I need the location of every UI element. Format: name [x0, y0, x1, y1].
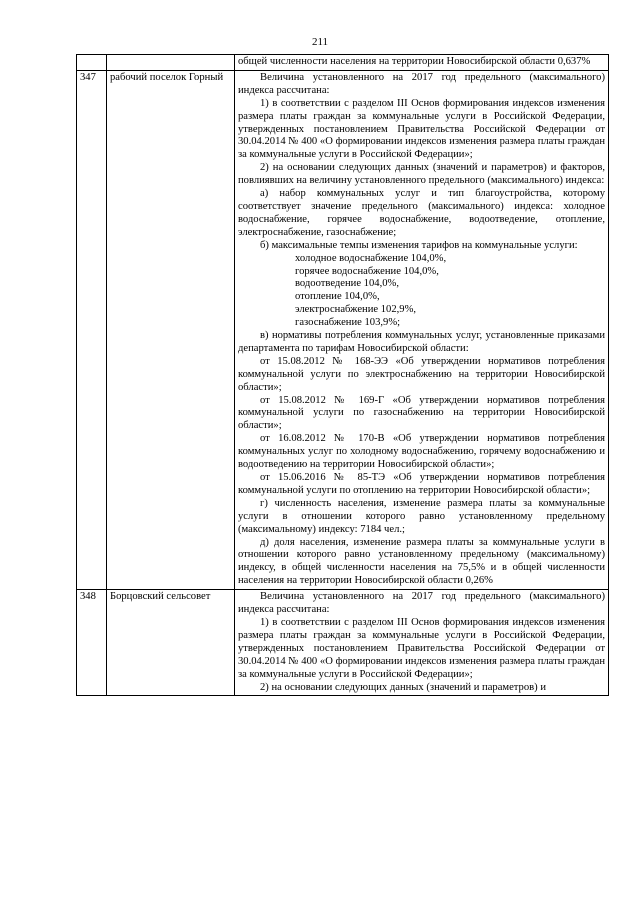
index-table — [76, 54, 609, 696]
page-number: 211 — [311, 36, 329, 48]
paragraph: от 15.06.2016 № 85-ТЭ «Об утверждении нормативов потребления коммунальной услуги по отоплению на территории Новосибирской области»; — [238, 472, 605, 496]
tariff-rate: холодное водоснабжение 104,0%, — [295, 252, 447, 264]
cell-text — [235, 55, 609, 71]
tariff-rate: горячее водоснабжение 104,0%, — [295, 265, 439, 277]
cell-text — [235, 590, 609, 696]
cell-name: рабочий поселок Горный — [107, 70, 235, 589]
paragraph: а) набор коммунальных услуг и тип благоустройства, которому соответствует значение предельного (максимального) индекса: холодное водоснабжение, горячее водоснабжение, водоотведение, отопление, электроснабжение, газоснабжение; — [238, 188, 605, 238]
tariff-rate: водоотведение 104,0%, — [295, 278, 399, 290]
paragraph: 2) на основании следующих данных (значений и параметров) и факторов, повлиявших на величину установленного предельного (максимального) индекса: — [238, 162, 605, 187]
paragraph: 1) в соответствии с разделом III Основ формирования индексов изменения размера платы граждан за коммунальные услуги в Российской Федерации, утвержденных постановлением Правительства Российской Федерации от 30.04.2014 № 400 «О формировании индексов изменения размера платы граждан за коммунальные услуги в Российской Федерации»; — [238, 97, 605, 161]
cell-num — [77, 55, 107, 71]
table-row-348 — [77, 590, 609, 696]
cell-name — [107, 55, 235, 71]
paragraph: в) нормативы потребления коммунальных услуг, установленные приказами департамента по тарифам Новосибирской области: — [238, 330, 605, 354]
paragraph: 2) на основании следующих данных (значений и параметров) и — [260, 681, 547, 693]
tariff-rate: газоснабжение 103,9%; — [295, 317, 401, 329]
paragraph: от 16.08.2012 № 170-В «Об утверждении нормативов потребления коммунальных услуг по холодному водоснабжению, горячему водоснабжению и водоотведению на территории Новосибирской области»; — [238, 433, 605, 471]
paragraph: от 15.08.2012 № 169-Г «Об утверждении нормативов потребления коммунальной услуги по газоснабжению на территории Новосибирской области»; — [238, 394, 605, 432]
paragraph: 1) в соответствии с разделом III Основ формирования индексов изменения размера платы граждан за коммунальные услуги в Российской Федерации, утвержденных постановлением Правительства Российской Федерации от 30.04.2014 № 400 «О формировании индексов изменения размера платы граждан за коммунальные услуги в Российской Федерации»; — [238, 616, 605, 680]
paragraph: г) численность населения, изменение размера платы за коммунальные услуги в отношении которого равно установленному предельному (максимальному) индексу: 7184 чел.; — [238, 497, 605, 535]
paragraph: от 15.08.2012 № 168-ЭЭ «Об утверждении нормативов потребления коммунальной услуги по электроснабжению на территории Новосибирской области»; — [238, 355, 605, 393]
cell-text — [235, 70, 609, 589]
table-row-347 — [77, 70, 609, 589]
tariff-rate: отопление 104,0%, — [295, 291, 380, 303]
paragraph: д) доля населения, изменение размера платы за коммунальные услуги в отношении которого равно установленному предельному (максимальному) индексу, в общей численности населения на 75,5% и в общей численности населения на территории Новосибирской области 0,26% — [238, 536, 605, 587]
paragraph: Величина установленного на 2017 год предельного (максимального) индекса рассчитана: — [238, 591, 605, 616]
cell-num: 347 — [77, 70, 107, 589]
paragraph: общей численности населения на территории Новосибирской области 0,637% — [238, 56, 591, 67]
paragraph: б) максимальные темпы изменения тарифов на коммунальные услуги: — [260, 239, 578, 251]
cell-name: Борцовский сельсовет — [107, 590, 235, 696]
paragraph: Величина установленного на 2017 год предельного (максимального) индекса рассчитана: — [238, 71, 605, 96]
cell-num: 348 — [77, 590, 107, 696]
table-row-continued — [77, 55, 609, 71]
tariff-rate: электроснабжение 102,9%, — [295, 304, 417, 316]
